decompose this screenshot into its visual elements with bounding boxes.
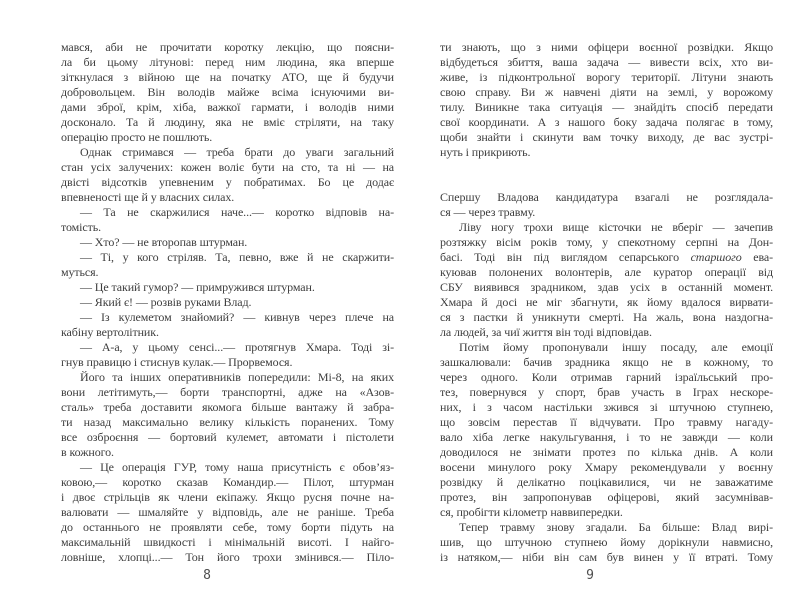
text-line: куював полонених волонтерів, але куратор операції від xyxy=(440,265,773,279)
text-line: свою справу. Ви ж навчені діяти на землі, у ворожому xyxy=(440,85,773,99)
text-line: томість. xyxy=(61,220,102,234)
text-line: нуть і прикриють. xyxy=(440,145,531,159)
text-line: добровольцем. Він володів майже всіма існуючими ви- xyxy=(61,85,394,99)
text-line: і двоє стрільців як члени екіпажу. Якщо русня почне на- xyxy=(61,490,394,504)
text-line: що зовсім перестав її відчувати. Про травму нагаду- xyxy=(440,415,773,429)
text-line: Ліву ногу трохи вище кісточки не вберіг — зачепив xyxy=(459,220,773,234)
text-line: восени минулого року Хмару рекомендували у воєнну xyxy=(440,460,773,474)
text-line: ся — через травму. xyxy=(440,205,536,219)
text-line: протез, він запропонував офіцерові, який засумнівав- xyxy=(440,490,773,504)
text-line: них, і з часом настільки зжився зі штучною ступнею, xyxy=(440,400,773,414)
text-line: до останнього не проявляти себе, тому борти підуть на xyxy=(61,520,394,534)
page-number-left: 8 xyxy=(203,568,211,583)
text-line: ти знають, що з ними офіцери воєнної розвідки. Якщо xyxy=(440,40,773,54)
text-line: в кожного. xyxy=(61,445,114,459)
text-line: ла би цьому літунові: перед ним людина, яка вперше xyxy=(61,55,394,69)
text-line: — Це операція ГУР, тому наша присутність є обов’яз- xyxy=(80,460,394,474)
text-line: ся, пробігти кілометр наввипередки. xyxy=(440,505,623,519)
text-line: — Який є! — розвів руками Влад. xyxy=(80,295,252,309)
text-line: Його та інших оперативників попередили: Мі-8, на яких xyxy=(80,370,394,384)
text-line: Хмара й досі не міг збагнути, як йому вдалося вирвати- xyxy=(440,295,773,309)
text-line: — Із кулеметом знайомий? — кивнув через плече на xyxy=(80,310,394,324)
text-line: досконало. Та й людину, яка не вміє стріляти, на таку xyxy=(61,115,394,129)
text-line: — Ті, у кого стріляв. Та, певно, вже й не скаржити- xyxy=(80,250,394,264)
text-line: кабіну вертолітник. xyxy=(61,325,159,339)
text-line: свої координати. А з нашого боку задача полягає в тому, xyxy=(440,115,773,129)
text-line: Спершу Владова кандидатура взагалі не розглядала- xyxy=(440,190,773,204)
text-line: розвідку й делікатно поцікавилися, чи не заважатиме xyxy=(440,475,773,489)
text-line: через одного. Коли отримав гарний ізраїльський про- xyxy=(440,370,773,384)
text-line: — А-а, у цьому сенсі...— протягнув Хмара. Тоді зі- xyxy=(80,340,394,354)
text-line: сталь» треба доставити якомога більше вантажу й забра- xyxy=(61,400,394,414)
text-line: живе, із підконтрольної ворогу території. Літуни знають xyxy=(440,70,773,84)
text-line: тилу. Виникне така ситуація — знайдіть спосіб передати xyxy=(440,100,773,114)
text-line: ковою,— коротко сказав Командир.— Пілот, штурман xyxy=(61,475,394,489)
text-line: зашкалювали: бачив зрадника якщо не в кожному, то xyxy=(440,355,773,369)
page-text xyxy=(61,40,394,565)
text-line: гнув правицю і стиснув кулак.— Прорвемося. xyxy=(61,355,293,369)
page-number-right: 9 xyxy=(586,568,594,583)
text-line: дами зброї, крім, хіба, важкої гармати, і володів ними xyxy=(61,100,394,114)
text-line: відбудеться збиття, ваша задача — вивести всіх, хто ви- xyxy=(440,55,773,69)
text-line: доводилося не знімати протез по кілька днів. А коли xyxy=(440,445,773,459)
text-line: басі. Тоді він під виглядом сепарського старшого ева- xyxy=(440,250,773,264)
text-line: мався, аби не прочитати коротку лекцію, що поясни- xyxy=(61,40,394,54)
text-line: із натяком,— ніби він сам був винен у її втраті. Тому xyxy=(440,550,773,564)
text-line: впевненості ще й у власних силах. xyxy=(61,190,235,204)
text-line: розтяжку вісім років тому, у спекотному серпні на Дон- xyxy=(440,235,773,249)
text-line: валювати — шмаляйте у відповідь, але не раніше. Треба xyxy=(61,505,394,519)
text-line: зіткнулася з війною ще на початку АТО, ще й будучи xyxy=(61,70,394,84)
section-break xyxy=(440,160,773,190)
text-line: двісті відсотків упевненим у побратимах. Бо це додає xyxy=(61,175,394,189)
text-line: тез, повернувся у спорт, брав участь в Іграх нескоре- xyxy=(440,385,773,399)
text-line: муться. xyxy=(61,265,99,279)
page-right xyxy=(440,0,773,615)
text-line: — Це такий гумор? — примружився штурман. xyxy=(80,280,315,294)
text-line: — Хто? — не второпав штурман. xyxy=(80,235,248,249)
text-line: Однак стримався — треба брати до уваги загальний xyxy=(80,145,394,159)
text-line: ловніше, хлопці...— Тон його трохи змінився.— Піло- xyxy=(61,550,394,564)
text-line: ла людей, за чиї життя він тоді відповідав. xyxy=(440,325,652,339)
text-line: щоби знайти і скинути вам точку виходу, де вас зустрі- xyxy=(440,130,773,144)
text-line: операцію просто не пошлють. xyxy=(61,130,213,144)
page-text xyxy=(440,40,773,565)
text-line: СБУ виявився зрадником, здав усіх в останній момент. xyxy=(440,280,773,294)
text-line: все озброєння — бортовий кулемет, автомати і пістолети xyxy=(61,430,394,444)
text-line: стан усіх залучених: кожен воліє бути на сто, та ні — на xyxy=(61,160,394,174)
text-line: ся з пастки й уникнути смерті. На жаль, вона наздогна- xyxy=(440,310,773,324)
text-line: Тепер травму знову згадали. Ба більше: Влад вирі- xyxy=(459,520,773,534)
text-line: — Та не скаржилися наче...— коротко відповів на- xyxy=(80,205,394,219)
text-line: вони летітимуть,— борти транспортні, адже на «Азов- xyxy=(61,385,394,399)
text-line: ти назад максимально велику кількість поранених. Тому xyxy=(61,415,394,429)
page-left xyxy=(61,0,394,615)
text-line: Потім йому пропонували іншу посаду, але емоції xyxy=(459,340,773,354)
text-line: максимальній швидкості і мінімальній висоті. І найго- xyxy=(61,535,394,549)
text-line: шив, що штучною ступнею йому дорікнули навмисно, xyxy=(440,535,773,549)
text-line: вало хіба легке накульгування, і то не завжди — коли xyxy=(440,430,773,444)
